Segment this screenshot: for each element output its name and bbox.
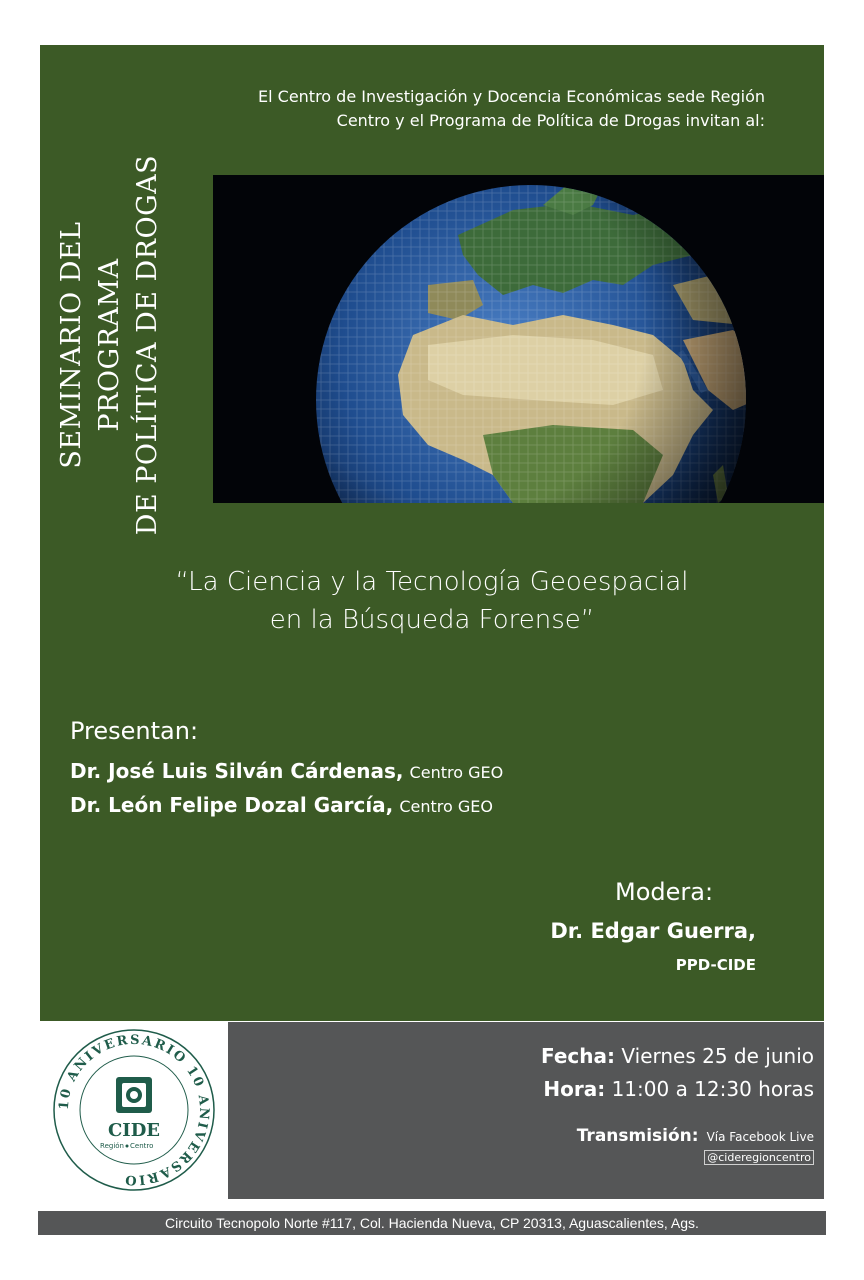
date-label: Fecha: (541, 1044, 616, 1068)
talk-title-line-1: “La Ciencia y la Tecnología Geoespacial (175, 567, 689, 597)
presenter-2-affiliation: Centro GEO (399, 797, 493, 816)
vertical-title-line-1: SEMINARIO DEL PROGRAMA (56, 221, 125, 469)
date-line (541, 1044, 814, 1068)
seal-ring-text: 10 ANIVERSARIO 10 ANIVERSARIO (56, 1032, 212, 1188)
intro-text (210, 85, 765, 133)
globe-illustration (213, 175, 824, 503)
talk-title (40, 563, 824, 639)
time-label: Hora: (543, 1077, 606, 1101)
cide-sub-left: Región (100, 1142, 124, 1150)
presenters-label: Presentan: (70, 717, 199, 745)
moderator-affiliation: PPD-CIDE (675, 956, 756, 974)
address-footer: Circuito Tecnopolo Norte #117, Col. Hacienda Nueva, CP 20313, Aguascalientes, Ags. (38, 1211, 826, 1235)
presenter-1-name: Dr. José Luis Silván Cárdenas, (70, 759, 404, 783)
cide-emblem-icon (116, 1077, 152, 1113)
talk-title-line-2: en la Búsqueda Forense” (269, 605, 595, 635)
vertical-title-line-2: DE POLÍTICA DE DROGAS (132, 154, 163, 536)
transmission-line (577, 1126, 814, 1146)
cide-anniversary-seal (40, 1022, 228, 1199)
cide-brand-text: CIDE (107, 1120, 161, 1141)
presenter-1-affiliation: Centro GEO (409, 763, 504, 782)
presenter-2-name: Dr. León Felipe Dozal García, (70, 793, 394, 817)
facebook-handle: @cideregioncentro (704, 1150, 814, 1165)
transmission-value: Vía Facebook Live (706, 1130, 814, 1144)
presenter-1 (70, 759, 503, 783)
intro-line-2: Centro y el Programa de Política de Drogas invitan al: (336, 111, 765, 130)
intro-line-1: El Centro de Investigación y Docencia Económicas sede Región (258, 87, 765, 106)
date-value: Viernes 25 de junio (621, 1044, 814, 1068)
globe-image (213, 175, 824, 503)
moderator-label: Modera: (615, 878, 714, 906)
presenter-2 (70, 793, 493, 817)
cide-sub-right: Centro (130, 1142, 154, 1150)
moderator-name: Dr. Edgar Guerra, (550, 919, 756, 943)
transmission-label: Transmisión: (576, 1126, 699, 1146)
time-value: 11:00 a 12:30 horas (611, 1077, 814, 1101)
poster-background (40, 45, 824, 1021)
time-line (543, 1077, 814, 1101)
cide-logo (40, 1022, 228, 1199)
event-info-box (228, 1022, 824, 1199)
